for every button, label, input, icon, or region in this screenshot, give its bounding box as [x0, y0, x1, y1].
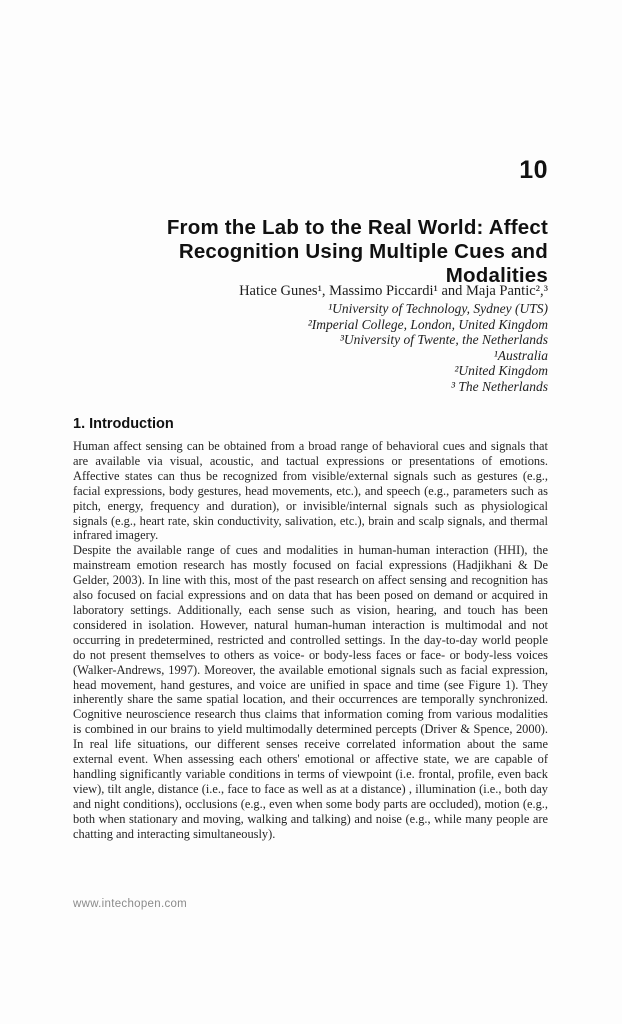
paragraph: Human affect sensing can be obtained from a broad range of behavioral cues and signals that are available via visual, acoustic, and tactual expressions or presentations of emotions. Affective states can thus be recognized from visible/external signals such as gestures (e.g., facial expressions, body gestures, head movements, etc.), and speech (e.g., parameters such as pitch, energy, frequency and duration), or invisible/internal signals such as physiological signals (e.g., heart rate, skin conductivity, salivation, etc.), brain and scalp signals, and thermal infrared imagery. [73, 439, 548, 543]
affiliation-line: ³University of Twente, the Netherlands [339, 332, 548, 348]
authors-line: Hatice Gunes¹, Massimo Piccardi¹ and Maja Pantic²,³ [239, 283, 548, 299]
chapter-title: From the Lab to the Real World: Affect Recognition Using Multiple Cues and Modalities [166, 216, 548, 287]
affiliation-line: ³ The Netherlands [450, 378, 548, 394]
affiliation-line: ¹Australia [493, 347, 548, 363]
affiliations-block [73, 301, 548, 395]
footer-url[interactable]: www.intechopen.com [73, 898, 188, 910]
page-footer [73, 898, 187, 910]
chapter-number: 10 [519, 156, 548, 184]
section-heading-introduction: 1. Introduction [73, 416, 174, 432]
body-text-block [73, 439, 548, 841]
affiliation-line: ²Imperial College, London, United Kingdom [307, 316, 548, 332]
affiliation-line: ²United Kingdom [454, 363, 548, 379]
affiliation-line: ¹University of Technology, Sydney (UTS) [328, 301, 548, 316]
paragraph: Despite the available range of cues and modalities in human-human interaction (HHI), the mainstream emotion research has mostly focused on facial expressions (Hadjikhani & De Gelder, 2003). In line with this, most of the past research on affect sensing and recognition has also focused on facial expressions and on data that has been posed on demand or acquired in laboratory settings. Additionally, each sense such as vision, hearing, and touch has been considered in isolation. However, natural human-human interaction is multimodal and not occurring in predetermined, restricted and controlled settings. In the day-to-day world people do not present themselves to others as voice- or body-less faces or face- or body-less voices (Walker-Andrews, 1997). Moreover, the available emotional signals such as facial expression, head movement, hand gestures, and voice are unified in space and time (see Figure 1). They inherently share the same spatial location, and their occurrences are temporally synchronized. Cognitive neuroscience research thus claims that information coming from various modalities is combined in our brains to yield multimodally determined percepts (Driver & Spence, 2000). In real life situations, our different senses receive correlated information about the same external event. When assessing each others' emotional or affective state, we are capable of handling significantly variable conditions in terms of viewpoint (i.e. frontal, profile, even back view), tilt angle, distance (i.e., face to face as well as at a distance) , illumination (i.e., both day and night conditions), occlusions (e.g., even when some body parts are occluded), motion (e.g., both when stationary and moving, walking and talking) and noise (e.g., while many people are chatting and interacting simultaneously). [73, 543, 548, 841]
